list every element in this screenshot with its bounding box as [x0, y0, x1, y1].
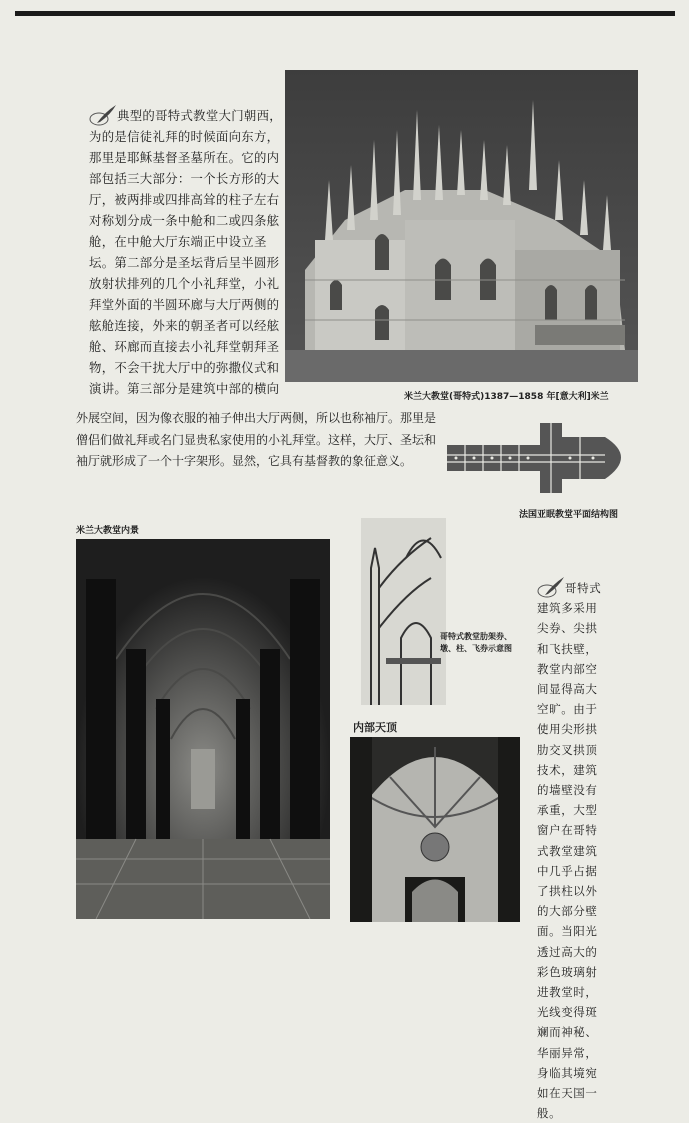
cathedral-interior-photo	[76, 539, 330, 919]
quill-pen-icon-2	[537, 576, 565, 598]
buttress-caption: 哥特式教堂肋架券、墩、柱、飞券示意图	[440, 632, 512, 653]
milan-cathedral-photo	[285, 70, 638, 382]
interior-caption: 米兰大教堂内景	[76, 526, 140, 536]
side-paragraph	[537, 576, 607, 1123]
cathedral-caption: 米兰大教堂(哥特式)1387—1858 年[意大利]米兰	[404, 392, 609, 402]
side-text: 哥特式建筑多采用尖券、尖拱和飞扶壁，教堂内部空间显得高大空旷。由于使用尖形拱肋交叉拱顶技术，建筑的墙壁没有承重，大型窗户在哥特式教堂建筑中几乎占据了拱柱以外的大部分壁面。当阳光透过高大的彩色玻璃射进教堂时，光线变得斑斓而神秘、华丽异常，身临其境宛如在天国一般。	[537, 581, 602, 1121]
quill-pen-icon	[89, 104, 117, 126]
ceiling-photo	[350, 737, 520, 922]
amiens-floor-plan	[445, 415, 640, 500]
intro-paragraph	[89, 104, 282, 399]
buttress-diagram	[361, 518, 446, 705]
top-rule	[15, 11, 675, 16]
ceiling-caption: 内部天顶	[353, 721, 397, 734]
continued-paragraph: 外展空间，因为像衣服的袖子伸出大厅两侧，所以也称袖厅。那里是僧侣们做礼拜或名门显贵私家使用的小礼拜堂。这样，大厅、圣坛和袖厅就形成了一个十字架形。显然，它具有基督教的象征意义。	[76, 411, 437, 468]
plan-caption: 法国亚眠教堂平面结构图	[519, 510, 619, 520]
intro-text: 典型的哥特式教堂大门朝西，为的是信徒礼拜的时候面向东方，那里是耶稣基督圣墓所在。它的内部包括三大部分：一个长方形的大厅，被两排或四排高耸的柱子左右对称划分成一条中舱和二或四条舷舱，在中舱大厅东端正中设立圣坛。第二部分是圣坛背后呈半圆形放射状排列的几个小礼拜堂，小礼拜堂外面的半圆环廊与大厅两侧的舷舱连接，外来的朝圣者可以经舷舱、环廊而直接去小礼拜堂朝拜圣物，不会干扰大厅中的弥撒仪式和演讲。第三部分是建筑中部的横向	[89, 108, 282, 396]
